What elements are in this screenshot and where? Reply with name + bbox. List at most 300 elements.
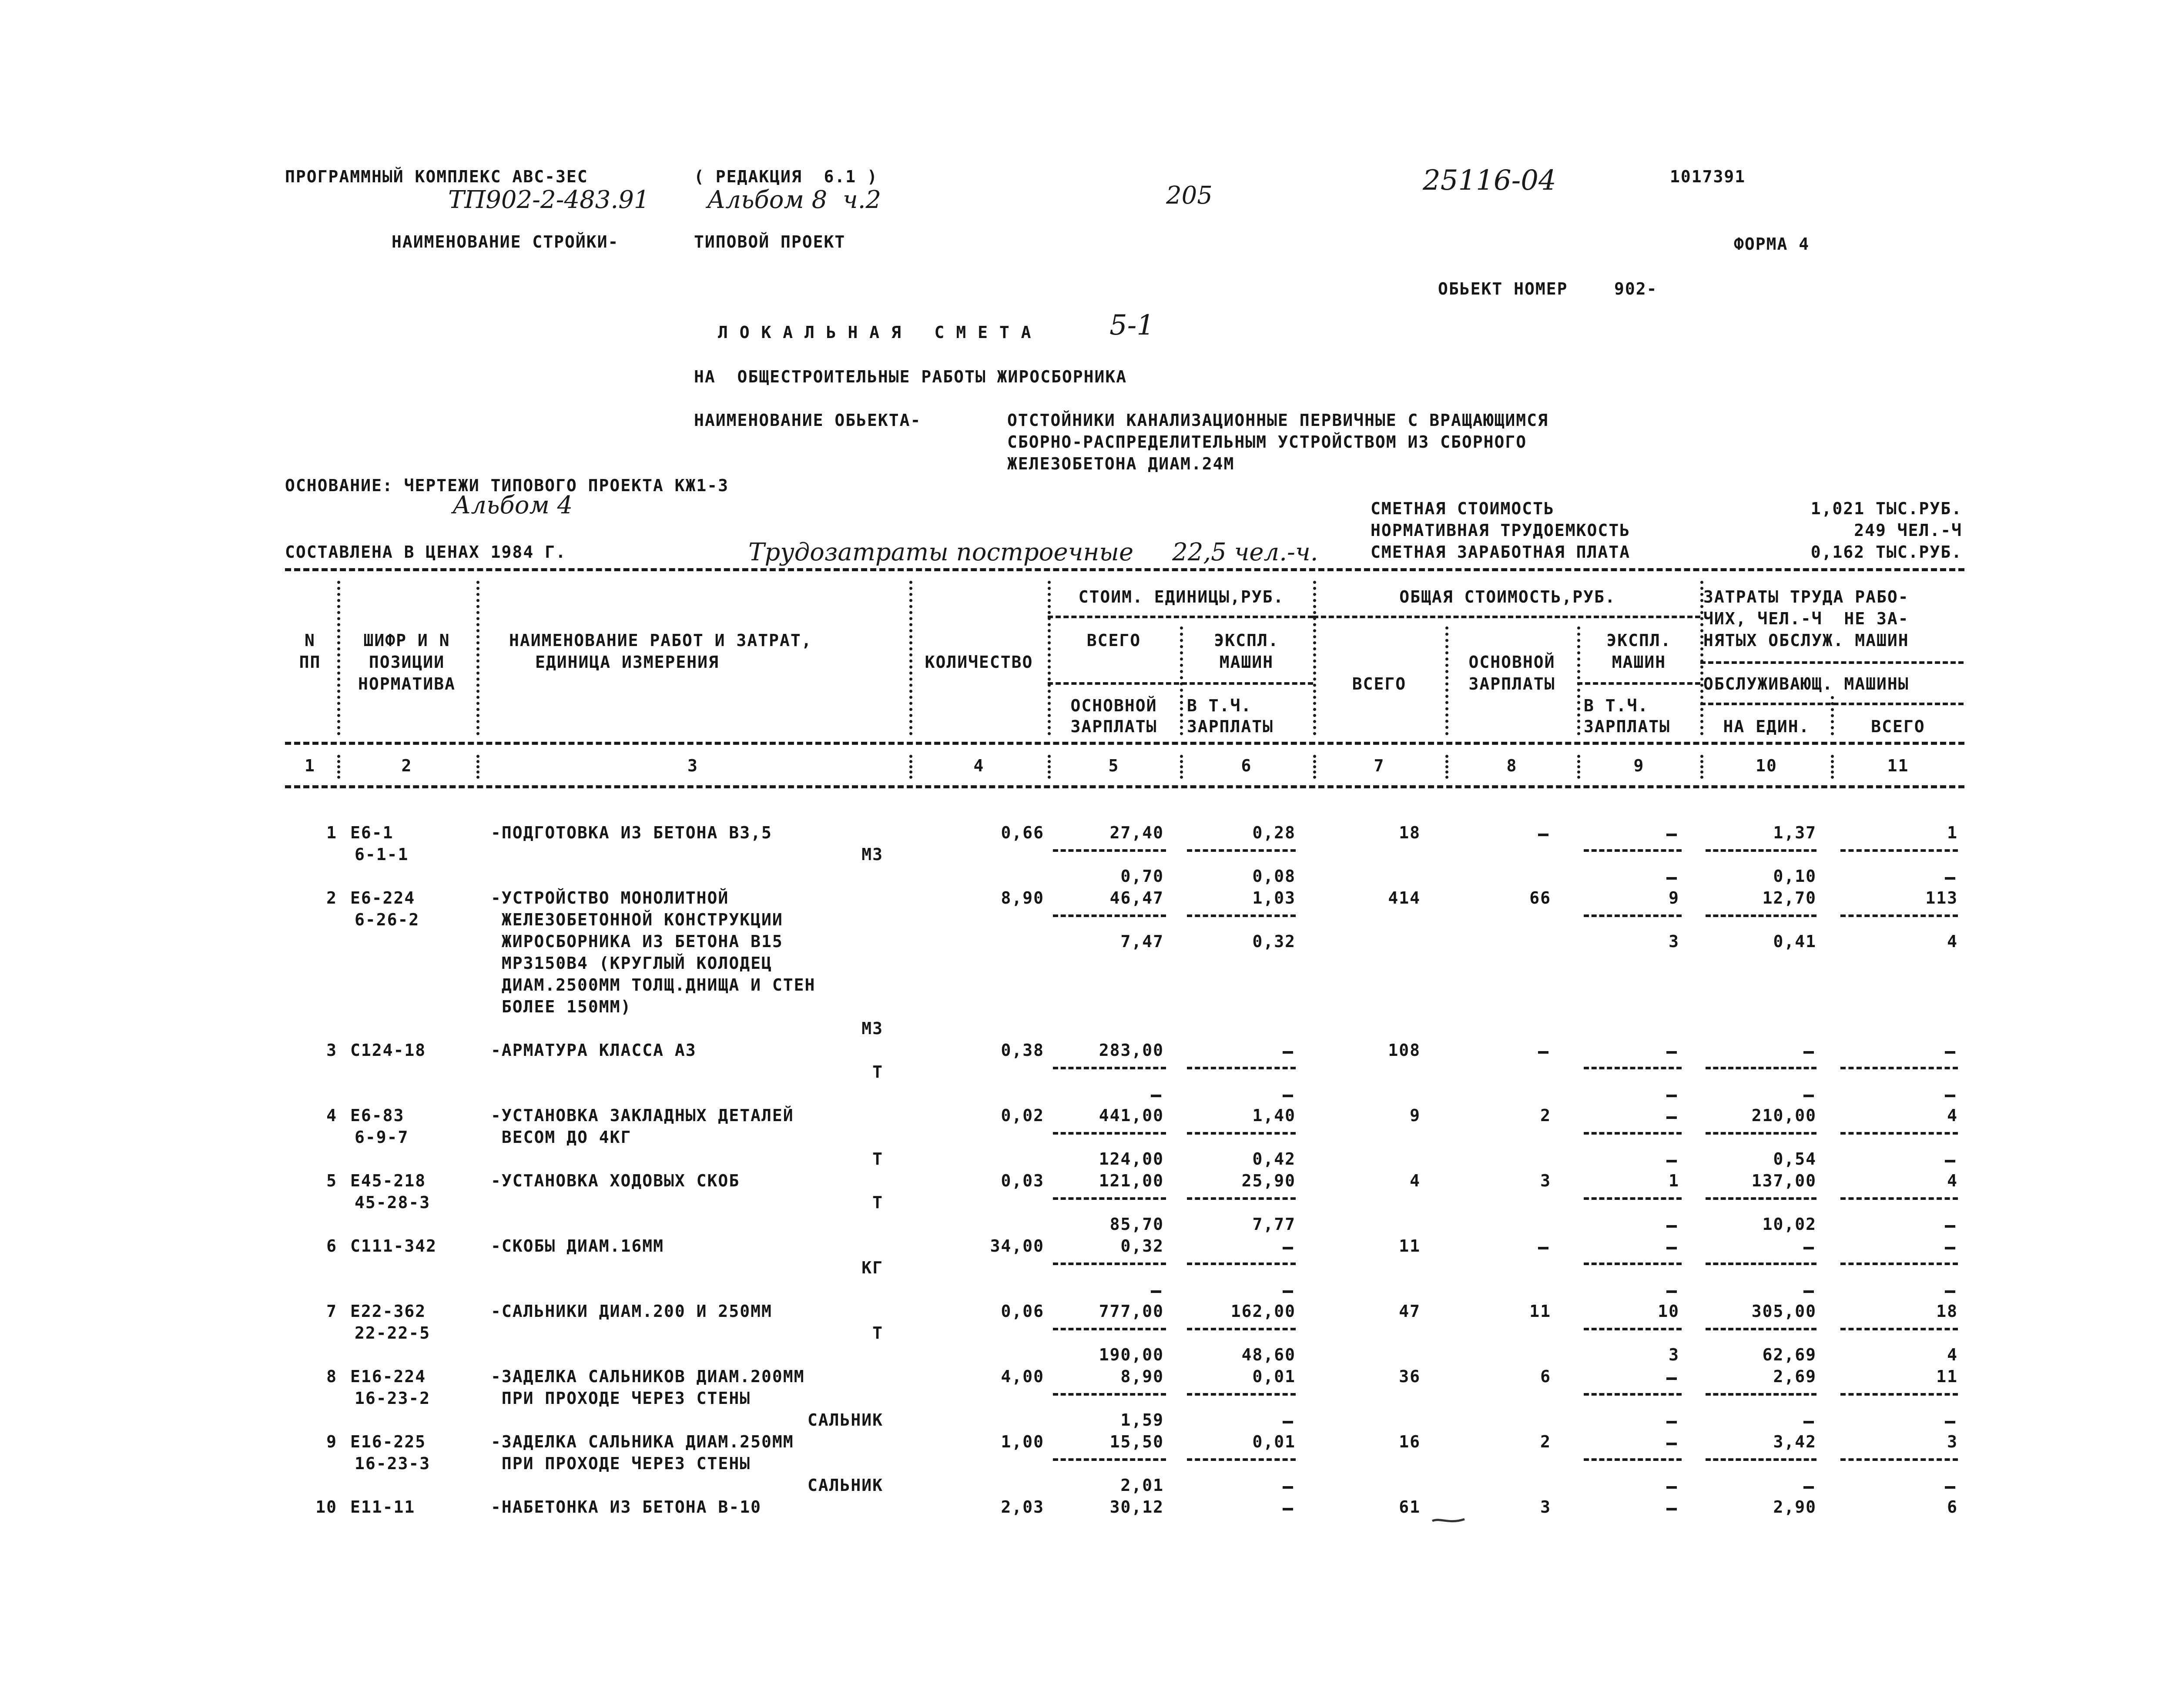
header-name-2: ЕДИНИЦА ИЗМЕРЕНИЯ (535, 653, 719, 672)
object-number-label: ОБЬЕКТ НОМЕР (1438, 279, 1568, 298)
value-c8-dash (1538, 834, 1548, 836)
wage-c11: 4 (1947, 1345, 1958, 1364)
work-name: ВЕСОМ ДО 4КГ (491, 1128, 632, 1147)
handwritten-document-code: 25116-04 (1423, 164, 1556, 197)
value-c7: 4 (1410, 1171, 1421, 1190)
wage-c5-dash (1151, 1290, 1161, 1293)
column-number: 9 (1633, 756, 1645, 775)
column-separator (1700, 755, 1703, 779)
norm-code: 45-28-3 (355, 1193, 431, 1212)
value-c9-dash (1666, 1508, 1677, 1510)
value-c9: 10 (1658, 1302, 1679, 1321)
norm-code: Е6-224 (350, 888, 416, 908)
unit-of-measure: КГ (861, 1258, 883, 1277)
header-col7-total: ВСЕГО (1352, 674, 1407, 693)
subtotal-rule (1053, 849, 1166, 852)
header-quantity: КОЛИЧЕСТВО (925, 653, 1033, 672)
summary-label-labor: НОРМАТИВНАЯ ТРУДОЕМКОСТЬ (1371, 521, 1631, 540)
summary-value-cost: 1,021 ТЫС.РУБ. (1810, 499, 1962, 518)
value-c5: 777,00 (1099, 1302, 1164, 1321)
header-col9-wages: ЗАРПЛАТЫ (1584, 717, 1671, 736)
summary-label-cost: СМЕТНАЯ СТОИМОСТЬ (1371, 499, 1555, 518)
column-number: 6 (1241, 756, 1252, 775)
subtotal-rule (1053, 1393, 1166, 1396)
header-bottom-rule (285, 742, 1964, 745)
work-name: -УСТРОЙСТВО МОНОЛИТНОЙ (491, 888, 729, 908)
wage-c11-dash (1945, 1095, 1955, 1097)
wage-c6-dash (1283, 1486, 1293, 1489)
wage-c9-dash (1666, 877, 1677, 880)
value-c11: 18 (1936, 1302, 1958, 1321)
subtotal-rule (1053, 1132, 1166, 1135)
norm-code: Е6-1 (350, 823, 394, 842)
row-number: 8 (326, 1367, 337, 1386)
object-name-line-1: ОТСТОЙНИКИ КАНАЛИЗАЦИОННЫЕ ПЕРВИЧНЫЕ С ВРАЩАЮЩИМСЯ (1007, 411, 1548, 430)
value-c8-dash (1538, 1051, 1548, 1054)
norm-code: Е16-224 (350, 1367, 426, 1386)
handwritten-page-number: 205 (1166, 181, 1213, 210)
column-separator (1445, 626, 1448, 735)
value-c5: 0,32 (1120, 1236, 1164, 1256)
subtotal-rule (1053, 1197, 1166, 1200)
wage-c6: 0,08 (1252, 867, 1296, 886)
handwritten-estimate-number: 5-1 (1109, 309, 1155, 342)
value-c11: 4 (1947, 1171, 1958, 1190)
wage-c10: 10,02 (1762, 1215, 1816, 1234)
prices-year: СОСТАВЛЕНА В ЦЕНАХ 1984 Г. (285, 543, 566, 562)
value-c5: 121,00 (1099, 1171, 1164, 1190)
value-c7: 108 (1388, 1041, 1421, 1060)
value-c11: 11 (1936, 1367, 1958, 1386)
value-c7: 16 (1399, 1432, 1421, 1451)
quantity: 0,38 (1001, 1041, 1044, 1060)
norm-code: 6-26-2 (355, 910, 420, 929)
work-name: ЖИРОСБОРНИКА ИЗ БЕТОНА В15 (491, 932, 783, 951)
row-number: 10 (315, 1497, 337, 1517)
column-number: 2 (401, 756, 412, 775)
value-c6-dash (1283, 1508, 1293, 1510)
construction-label: НАИМЕНОВАНИЕ СТРОЙКИ- (392, 232, 619, 251)
column-number: 8 (1506, 756, 1518, 775)
subtotal-rule (1187, 1393, 1296, 1396)
wage-c5-dash (1151, 1095, 1161, 1097)
subtotal-rule (1187, 1263, 1296, 1265)
wage-c5: 124,00 (1099, 1149, 1164, 1169)
value-c9: 1 (1669, 1171, 1679, 1190)
subtotal-rule (1706, 1067, 1816, 1069)
value-c10: 137,00 (1751, 1171, 1816, 1190)
row-number: 7 (326, 1302, 337, 1321)
norm-code: Е16-225 (350, 1432, 426, 1451)
work-name: -ЗАДЕЛКА САЛЬНИКА ДИАМ.250ММ (491, 1432, 794, 1451)
column-separator (1831, 755, 1834, 779)
header-pp: ПП (299, 653, 321, 672)
quantity: 8,90 (1001, 888, 1044, 908)
column-separator (1577, 755, 1580, 779)
norm-code: Е11-11 (350, 1497, 416, 1517)
wage-c9: 3 (1669, 932, 1679, 951)
subtotal-rule (1584, 1328, 1682, 1330)
header-col6-incl: В Т.Ч. (1187, 696, 1252, 715)
object-number: 902- (1614, 279, 1658, 298)
value-c6: 0,01 (1252, 1432, 1296, 1451)
summary-value-labor: 249 ЧЕЛ.-Ч (1854, 521, 1962, 540)
unit-of-measure: Т (872, 1149, 883, 1169)
header-code-1: ШИФР И N (363, 631, 450, 650)
header-col8-basic: ОСНОВНОЙ (1468, 653, 1555, 672)
header-col5-total: ВСЕГО (1086, 631, 1141, 650)
column-number: 11 (1887, 756, 1909, 775)
value-c7: 18 (1399, 823, 1421, 842)
value-c10-dash (1803, 1051, 1814, 1054)
header-col9-operation: ЭКСПЛ. (1606, 631, 1672, 650)
row-number: 4 (326, 1106, 337, 1125)
column-separator (1445, 755, 1448, 779)
unit-of-measure: Т (872, 1193, 883, 1212)
wage-c11-dash (1945, 1225, 1955, 1228)
row-number: 5 (326, 1171, 337, 1190)
unit-of-measure: Т (872, 1323, 883, 1343)
header-subrule (1048, 682, 1313, 685)
wage-c10: 62,69 (1762, 1345, 1816, 1364)
subtotal-rule (1584, 1458, 1682, 1461)
header-col9-machines: МАШИН (1612, 653, 1666, 672)
work-name: БОЛЕЕ 150ММ) (491, 997, 632, 1016)
value-c10: 210,00 (1751, 1106, 1816, 1125)
column-separator (1700, 581, 1703, 735)
table-top-rule (285, 568, 1964, 571)
subtotal-rule (1840, 1263, 1958, 1265)
value-c7: 9 (1410, 1106, 1421, 1125)
norm-code: 22-22-5 (355, 1323, 431, 1343)
header-subrule (1700, 703, 1964, 705)
unit-of-measure: М3 (861, 845, 883, 864)
object-name-label: НАИМЕНОВАНИЕ ОБЬЕКТА- (694, 411, 922, 430)
object-name-line-2: СБОРНО-РАСПРЕДЕЛИТЕЛЬНЫМ УСТРОЙСТВОМ ИЗ СБОРНОГО (1007, 432, 1527, 452)
column-separator (1313, 755, 1316, 779)
subtotal-rule (1584, 914, 1682, 917)
wage-c10: 0,10 (1773, 867, 1816, 886)
column-number: 5 (1108, 756, 1119, 775)
quantity: 2,03 (1001, 1497, 1044, 1517)
wage-c5: 1,59 (1120, 1410, 1164, 1430)
value-c11: 3 (1947, 1432, 1958, 1451)
subtotal-rule (1187, 1458, 1296, 1461)
value-c10: 12,70 (1762, 888, 1816, 908)
header-subrule (1313, 616, 1700, 618)
subtotal-rule (1840, 1132, 1958, 1135)
header-n: N (305, 631, 315, 650)
subtotal-rule (1840, 1197, 1958, 1200)
column-separator (1577, 626, 1580, 735)
value-c6: 162,00 (1230, 1302, 1296, 1321)
header-labor-2: ЧИХ, ЧЕЛ.-Ч НЕ ЗА- (1703, 609, 1909, 628)
value-c6-dash (1283, 1247, 1293, 1249)
column-number: 4 (973, 756, 985, 775)
subtotal-rule (1053, 1458, 1166, 1461)
subtotal-rule (1584, 1067, 1682, 1069)
wage-c10-dash (1803, 1421, 1814, 1423)
wage-c5: 85,70 (1109, 1215, 1164, 1234)
row-number: 3 (326, 1041, 337, 1060)
quantity: 0,02 (1001, 1106, 1044, 1125)
value-c11: 6 (1947, 1497, 1958, 1517)
column-separator (476, 755, 479, 779)
value-c6-dash (1283, 1051, 1293, 1054)
value-c10: 2,69 (1773, 1367, 1816, 1386)
subtotal-rule (1187, 1328, 1296, 1330)
handwritten-project-code: ТП902-2-483.91 (448, 186, 650, 214)
header-col9-incl: В Т.Ч. (1584, 696, 1649, 715)
value-c10: 1,37 (1773, 823, 1816, 842)
column-separator (909, 755, 912, 779)
column-number: 1 (305, 756, 315, 775)
basis-text: ОСНОВАНИЕ: ЧЕРТЕЖИ ТИПОВОГО ПРОЕКТА КЖ1-3 (285, 476, 729, 495)
subtotal-rule (1187, 914, 1296, 917)
summary-label-wages: СМЕТНАЯ ЗАРАБОТНАЯ ПЛАТА (1371, 543, 1631, 562)
norm-code: 6-1-1 (355, 845, 409, 864)
value-c5: 30,12 (1109, 1497, 1164, 1517)
value-c6: 0,28 (1252, 823, 1296, 842)
pen-mark (1431, 1513, 1466, 1526)
work-name: ЖЕЛЕЗОБЕТОННОЙ КОНСТРУКЦИИ (491, 910, 783, 929)
header-col10-per-unit: НА ЕДИН. (1723, 717, 1810, 736)
header-col6-machines: МАШИН (1219, 653, 1274, 672)
value-c7: 414 (1388, 888, 1421, 908)
norm-code: Е6-83 (350, 1106, 405, 1125)
wage-c11: 4 (1947, 932, 1958, 951)
column-separator (1313, 581, 1316, 735)
value-c5: 27,40 (1109, 823, 1164, 842)
value-c9: 9 (1669, 888, 1679, 908)
value-c8: 6 (1540, 1367, 1551, 1386)
value-c9-dash (1666, 1443, 1677, 1445)
wage-c9-dash (1666, 1160, 1677, 1162)
wage-c5: 7,47 (1120, 932, 1164, 951)
value-c7: 61 (1399, 1497, 1421, 1517)
wage-c9: 3 (1669, 1345, 1679, 1364)
wage-c6: 0,42 (1252, 1149, 1296, 1169)
subtotal-rule (1053, 1328, 1166, 1330)
quantity: 0,03 (1001, 1171, 1044, 1190)
value-c10: 305,00 (1751, 1302, 1816, 1321)
value-c9-dash (1666, 1377, 1677, 1380)
header-col11-total: ВСЕГО (1871, 717, 1925, 736)
wage-c10: 0,41 (1773, 932, 1816, 951)
wage-c6: 7,77 (1252, 1215, 1296, 1234)
work-name: ПРИ ПРОХОДЕ ЧЕРЕЗ СТЕНЫ (491, 1389, 751, 1408)
quantity: 1,00 (1001, 1432, 1044, 1451)
wage-c9-dash (1666, 1486, 1677, 1489)
value-c6: 1,03 (1252, 888, 1296, 908)
work-name: -НАБЕТОНКА ИЗ БЕТОНА В-10 (491, 1497, 761, 1517)
subtotal-rule (1840, 1458, 1958, 1461)
wage-c9-dash (1666, 1290, 1677, 1293)
handwritten-album: Альбом 8 ч.2 (707, 186, 881, 214)
value-c7: 11 (1399, 1236, 1421, 1256)
header-col5-basic: ОСНОВНОЙ (1070, 696, 1157, 715)
work-name: -СКОБЫ ДИАМ.16ММ (491, 1236, 664, 1256)
work-name: -УСТАНОВКА ЗАКЛАДНЫХ ДЕТАЛЕЙ (491, 1106, 794, 1125)
quantity: 0,06 (1001, 1302, 1044, 1321)
value-c10: 3,42 (1773, 1432, 1816, 1451)
value-c8: 11 (1529, 1302, 1551, 1321)
subtotal-rule (1840, 914, 1958, 917)
column-number: 3 (687, 756, 698, 775)
handwritten-labor-note: Трудозатраты построечные 22,5 чел.-ч. (748, 538, 1318, 566)
value-c9-dash (1666, 1116, 1677, 1119)
subtotal-rule (1053, 1263, 1166, 1265)
value-c9-dash (1666, 1247, 1677, 1249)
wage-c5: 2,01 (1120, 1476, 1164, 1495)
object-name-line-3: ЖЕЛЕЗОБЕТОНА ДИАМ.24М (1007, 454, 1235, 473)
wage-c9-dash (1666, 1225, 1677, 1228)
header-labor-machines: ОБСЛУЖИВАЮЩ. МАШИНЫ (1703, 674, 1909, 693)
wage-c10-dash (1803, 1095, 1814, 1097)
handwritten-basis-album: Альбом 4 (452, 491, 573, 519)
value-c9-dash (1666, 1051, 1677, 1054)
value-c7: 47 (1399, 1302, 1421, 1321)
work-name: -САЛЬНИКИ ДИАМ.200 И 250ММ (491, 1302, 772, 1321)
estimate-subtitle: НА ОБЩЕСТРОИТЕЛЬНЫЕ РАБОТЫ ЖИРОСБОРНИКА (694, 367, 1127, 386)
value-c10: 2,90 (1773, 1497, 1816, 1517)
header-total-cost: ОБЩАЯ СТОИМОСТЬ,РУБ. (1399, 587, 1616, 606)
value-c8: 2 (1540, 1106, 1551, 1125)
subtotal-rule (1053, 914, 1166, 917)
column-number: 7 (1374, 756, 1385, 775)
value-c10-dash (1803, 1247, 1814, 1249)
value-c8: 66 (1529, 888, 1551, 908)
construction-value: ТИПОВОЙ ПРОЕКТ (694, 232, 846, 251)
value-c9-dash (1666, 834, 1677, 836)
value-c11-dash (1945, 1051, 1955, 1054)
wage-c11-dash (1945, 1421, 1955, 1423)
column-separator (1048, 581, 1051, 735)
subtotal-rule (1706, 1393, 1816, 1396)
estimate-title: Л О К А Л Ь Н А Я С М Е Т А (718, 323, 1032, 342)
wage-c6: 0,32 (1252, 932, 1296, 951)
wage-c11-dash (1945, 1160, 1955, 1162)
wage-c10-dash (1803, 1486, 1814, 1489)
value-c8: 2 (1540, 1432, 1551, 1451)
value-c11-dash (1945, 1247, 1955, 1249)
unit-of-measure: САЛЬНИК (807, 1410, 883, 1430)
subtotal-rule (1187, 1132, 1296, 1135)
subtotal-rule (1187, 849, 1296, 852)
work-name: МРЗ150В4 (КРУГЛЫЙ КОЛОДЕЦ (491, 954, 772, 973)
wage-c6-dash (1283, 1095, 1293, 1097)
form-number: ФОРМА 4 (1734, 234, 1810, 254)
header-labor-3: НЯТЫХ ОБСЛУЖ. МАШИН (1703, 631, 1909, 650)
wage-c5: 0,70 (1120, 867, 1164, 886)
header-col6-operation: ЭКСПЛ. (1214, 631, 1279, 650)
wage-c11-dash (1945, 1290, 1955, 1293)
header-subrule (1700, 661, 1964, 664)
header-unit-cost: СТОИМ. ЕДИНИЦЫ,РУБ. (1078, 587, 1284, 606)
header-col8-wages: ЗАРПЛАТЫ (1468, 674, 1555, 693)
summary-value-wages: 0,162 ТЫС.РУБ. (1810, 543, 1962, 562)
header-name-1: НАИМЕНОВАНИЕ РАБОТ И ЗАТРАТ, (509, 631, 812, 650)
work-name: -ПОДГОТОВКА ИЗ БЕТОНА В3,5 (491, 823, 772, 842)
work-name: -УСТАНОВКА ХОДОВЫХ СКОБ (491, 1171, 740, 1190)
wage-c5: 190,00 (1099, 1345, 1164, 1364)
column-separator (1831, 696, 1834, 735)
subtotal-rule (1706, 1328, 1816, 1330)
column-separator (476, 581, 479, 735)
subtotal-rule (1584, 1263, 1682, 1265)
numbers-bottom-rule (285, 785, 1964, 788)
value-c6: 0,01 (1252, 1367, 1296, 1386)
norm-code: 16-23-2 (355, 1389, 431, 1408)
value-c11: 1 (1947, 823, 1958, 842)
subtotal-rule (1187, 1197, 1296, 1200)
wage-c10: 0,54 (1773, 1149, 1816, 1169)
norm-code: С124-18 (350, 1041, 426, 1060)
value-c6: 25,90 (1241, 1171, 1296, 1190)
row-number: 2 (326, 888, 337, 908)
wage-c11-dash (1945, 1486, 1955, 1489)
wage-c9-dash (1666, 1095, 1677, 1097)
column-separator (1180, 626, 1183, 735)
row-number: 9 (326, 1432, 337, 1451)
subtotal-rule (1706, 914, 1816, 917)
wage-c6-dash (1283, 1421, 1293, 1423)
column-separator (1048, 755, 1051, 779)
document-number: 1017391 (1670, 167, 1746, 186)
header-col6-wages: ЗАРПЛАТЫ (1187, 717, 1274, 736)
wage-c6: 48,60 (1241, 1345, 1296, 1364)
value-c8: 3 (1540, 1497, 1551, 1517)
column-separator (1180, 755, 1183, 779)
row-number: 1 (326, 823, 337, 842)
wage-c10-dash (1803, 1290, 1814, 1293)
subtotal-rule (1840, 849, 1958, 852)
work-name: -ЗАДЕЛКА САЛЬНИКОВ ДИАМ.200ММ (491, 1367, 805, 1386)
norm-code: С111-342 (350, 1236, 437, 1256)
header-labor-1: ЗАТРАТЫ ТРУДА РАБО- (1703, 587, 1909, 606)
header-code-3: НОРМАТИВА (358, 674, 456, 693)
norm-code: Е22-362 (350, 1302, 426, 1321)
work-name: ПРИ ПРОХОДЕ ЧЕРЕЗ СТЕНЫ (491, 1454, 751, 1473)
subtotal-rule (1706, 1263, 1816, 1265)
subtotal-rule (1706, 849, 1816, 852)
work-name: -АРМАТУРА КЛАССА А3 (491, 1041, 697, 1060)
wage-c6-dash (1283, 1290, 1293, 1293)
work-name: ДИАМ.2500ММ ТОЛЩ.ДНИЩА И СТЕН (491, 975, 816, 995)
unit-of-measure: САЛЬНИК (807, 1476, 883, 1495)
value-c5: 15,50 (1109, 1432, 1164, 1451)
subtotal-rule (1584, 1132, 1682, 1135)
subtotal-rule (1584, 1197, 1682, 1200)
wage-c9-dash (1666, 1421, 1677, 1423)
header-subrule (1048, 616, 1313, 618)
subtotal-rule (1584, 1393, 1682, 1396)
subtotal-rule (1187, 1067, 1296, 1069)
value-c11: 113 (1925, 888, 1958, 908)
header-code-2: ПОЗИЦИИ (369, 653, 445, 672)
subtotal-rule (1706, 1458, 1816, 1461)
program-name: ПРОГРАММНЫЙ КОМПЛЕКС АВС-ЗЕС (285, 167, 588, 186)
value-c5: 46,47 (1109, 888, 1164, 908)
header-subrule (1577, 682, 1700, 685)
subtotal-rule (1053, 1067, 1166, 1069)
subtotal-rule (1840, 1328, 1958, 1330)
quantity: 0,66 (1001, 823, 1044, 842)
norm-code: 16-23-3 (355, 1454, 431, 1473)
subtotal-rule (1840, 1393, 1958, 1396)
norm-code: Е45-218 (350, 1171, 426, 1190)
unit-of-measure: М3 (861, 1019, 883, 1038)
